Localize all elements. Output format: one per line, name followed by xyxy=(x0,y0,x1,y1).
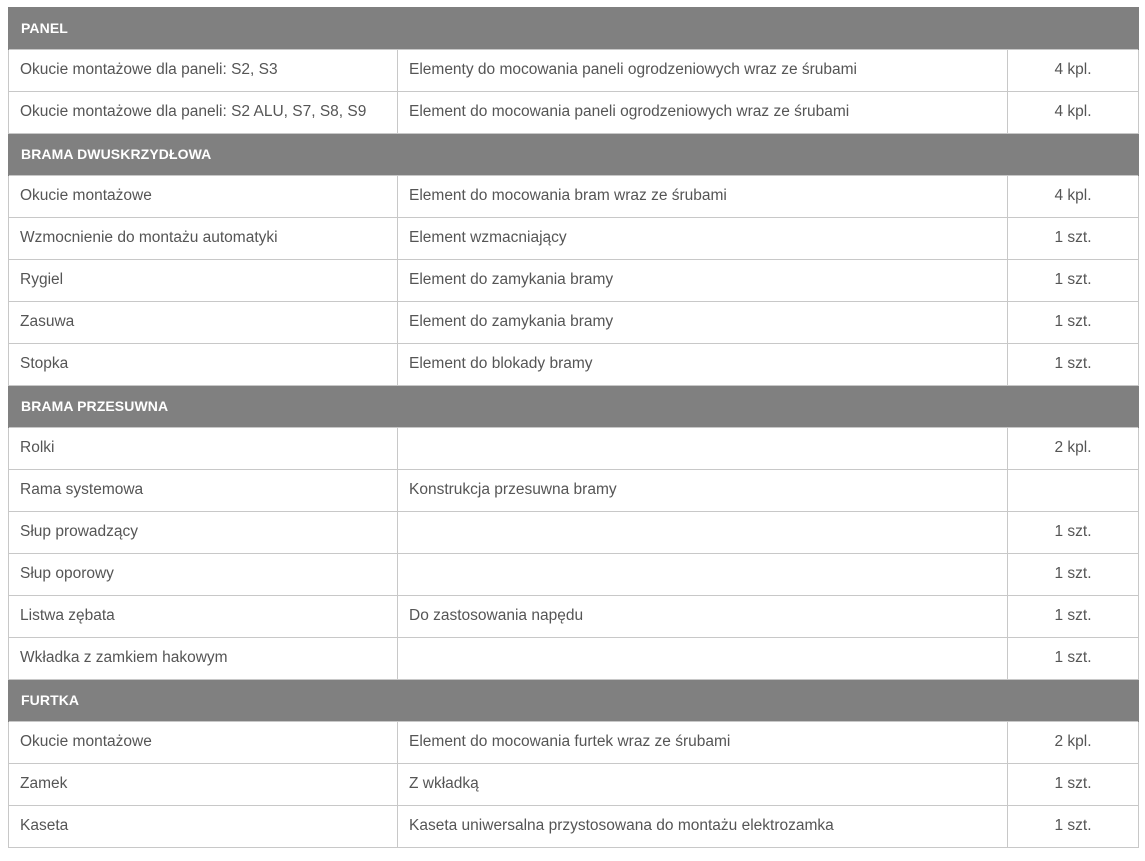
table-row xyxy=(9,91,1139,133)
item-description: Element do blokady bramy xyxy=(398,343,1008,385)
item-quantity: 2 kpl. xyxy=(1008,721,1139,763)
item-description: Element do mocowania furtek wraz ze śrubami xyxy=(398,721,1008,763)
item-name: Rolki xyxy=(9,427,398,469)
table-row xyxy=(9,553,1139,595)
spec-table xyxy=(8,7,1139,848)
table-row xyxy=(9,217,1139,259)
item-name: Okucie montażowe xyxy=(9,175,398,217)
item-description: Do zastosowania napędu xyxy=(398,595,1008,637)
item-name: Kaseta xyxy=(9,805,398,847)
item-description: Element wzmacniający xyxy=(398,217,1008,259)
item-name: Okucie montażowe dla paneli: S2, S3 xyxy=(9,49,398,91)
section-header-brama-dwuskrzydlowa xyxy=(9,133,1139,175)
item-quantity: 1 szt. xyxy=(1008,259,1139,301)
section-title: BRAMA DWUSKRZYDŁOWA xyxy=(9,133,1139,175)
section-title: BRAMA PRZESUWNA xyxy=(9,385,1139,427)
item-quantity: 4 kpl. xyxy=(1008,49,1139,91)
item-description: Element do zamykania bramy xyxy=(398,259,1008,301)
table-row xyxy=(9,343,1139,385)
table-row xyxy=(9,49,1139,91)
table-row xyxy=(9,637,1139,679)
section-title: PANEL xyxy=(9,7,1139,49)
item-quantity: 2 kpl. xyxy=(1008,427,1139,469)
item-quantity xyxy=(1008,469,1139,511)
table-row xyxy=(9,259,1139,301)
item-name: Zamek xyxy=(9,763,398,805)
item-name: Wkładka z zamkiem hakowym xyxy=(9,637,398,679)
item-description xyxy=(398,427,1008,469)
spec-table-body xyxy=(9,7,1139,847)
section-header-panel xyxy=(9,7,1139,49)
item-name: Listwa zębata xyxy=(9,595,398,637)
item-description xyxy=(398,553,1008,595)
table-row xyxy=(9,511,1139,553)
section-title: FURTKA xyxy=(9,679,1139,721)
item-description xyxy=(398,637,1008,679)
item-name: Rama systemowa xyxy=(9,469,398,511)
item-name: Słup prowadzący xyxy=(9,511,398,553)
item-name: Wzmocnienie do montażu automatyki xyxy=(9,217,398,259)
item-quantity: 1 szt. xyxy=(1008,217,1139,259)
table-row xyxy=(9,175,1139,217)
item-description: Elementy do mocowania paneli ogrodzeniowych wraz ze śrubami xyxy=(398,49,1008,91)
item-description: Z wkładką xyxy=(398,763,1008,805)
item-quantity: 1 szt. xyxy=(1008,343,1139,385)
item-name: Okucie montażowe dla paneli: S2 ALU, S7, S8, S9 xyxy=(9,91,398,133)
table-row xyxy=(9,427,1139,469)
item-quantity: 1 szt. xyxy=(1008,511,1139,553)
section-header-furtka xyxy=(9,679,1139,721)
table-row xyxy=(9,805,1139,847)
section-header-brama-przesuwna xyxy=(9,385,1139,427)
item-quantity: 1 szt. xyxy=(1008,637,1139,679)
item-quantity: 4 kpl. xyxy=(1008,91,1139,133)
item-name: Rygiel xyxy=(9,259,398,301)
item-quantity: 1 szt. xyxy=(1008,805,1139,847)
item-description: Konstrukcja przesuwna bramy xyxy=(398,469,1008,511)
item-description: Element do mocowania bram wraz ze śrubami xyxy=(398,175,1008,217)
table-row xyxy=(9,763,1139,805)
table-row xyxy=(9,721,1139,763)
table-row xyxy=(9,469,1139,511)
item-description: Kaseta uniwersalna przystosowana do montażu elektrozamka xyxy=(398,805,1008,847)
item-description: Element do zamykania bramy xyxy=(398,301,1008,343)
item-description: Element do mocowania paneli ogrodzeniowych wraz ze śrubami xyxy=(398,91,1008,133)
item-quantity: 1 szt. xyxy=(1008,301,1139,343)
table-row xyxy=(9,301,1139,343)
item-quantity: 1 szt. xyxy=(1008,763,1139,805)
item-name: Zasuwa xyxy=(9,301,398,343)
item-name: Stopka xyxy=(9,343,398,385)
item-name: Okucie montażowe xyxy=(9,721,398,763)
item-description xyxy=(398,511,1008,553)
table-row xyxy=(9,595,1139,637)
item-name: Słup oporowy xyxy=(9,553,398,595)
item-quantity: 1 szt. xyxy=(1008,553,1139,595)
item-quantity: 4 kpl. xyxy=(1008,175,1139,217)
item-quantity: 1 szt. xyxy=(1008,595,1139,637)
